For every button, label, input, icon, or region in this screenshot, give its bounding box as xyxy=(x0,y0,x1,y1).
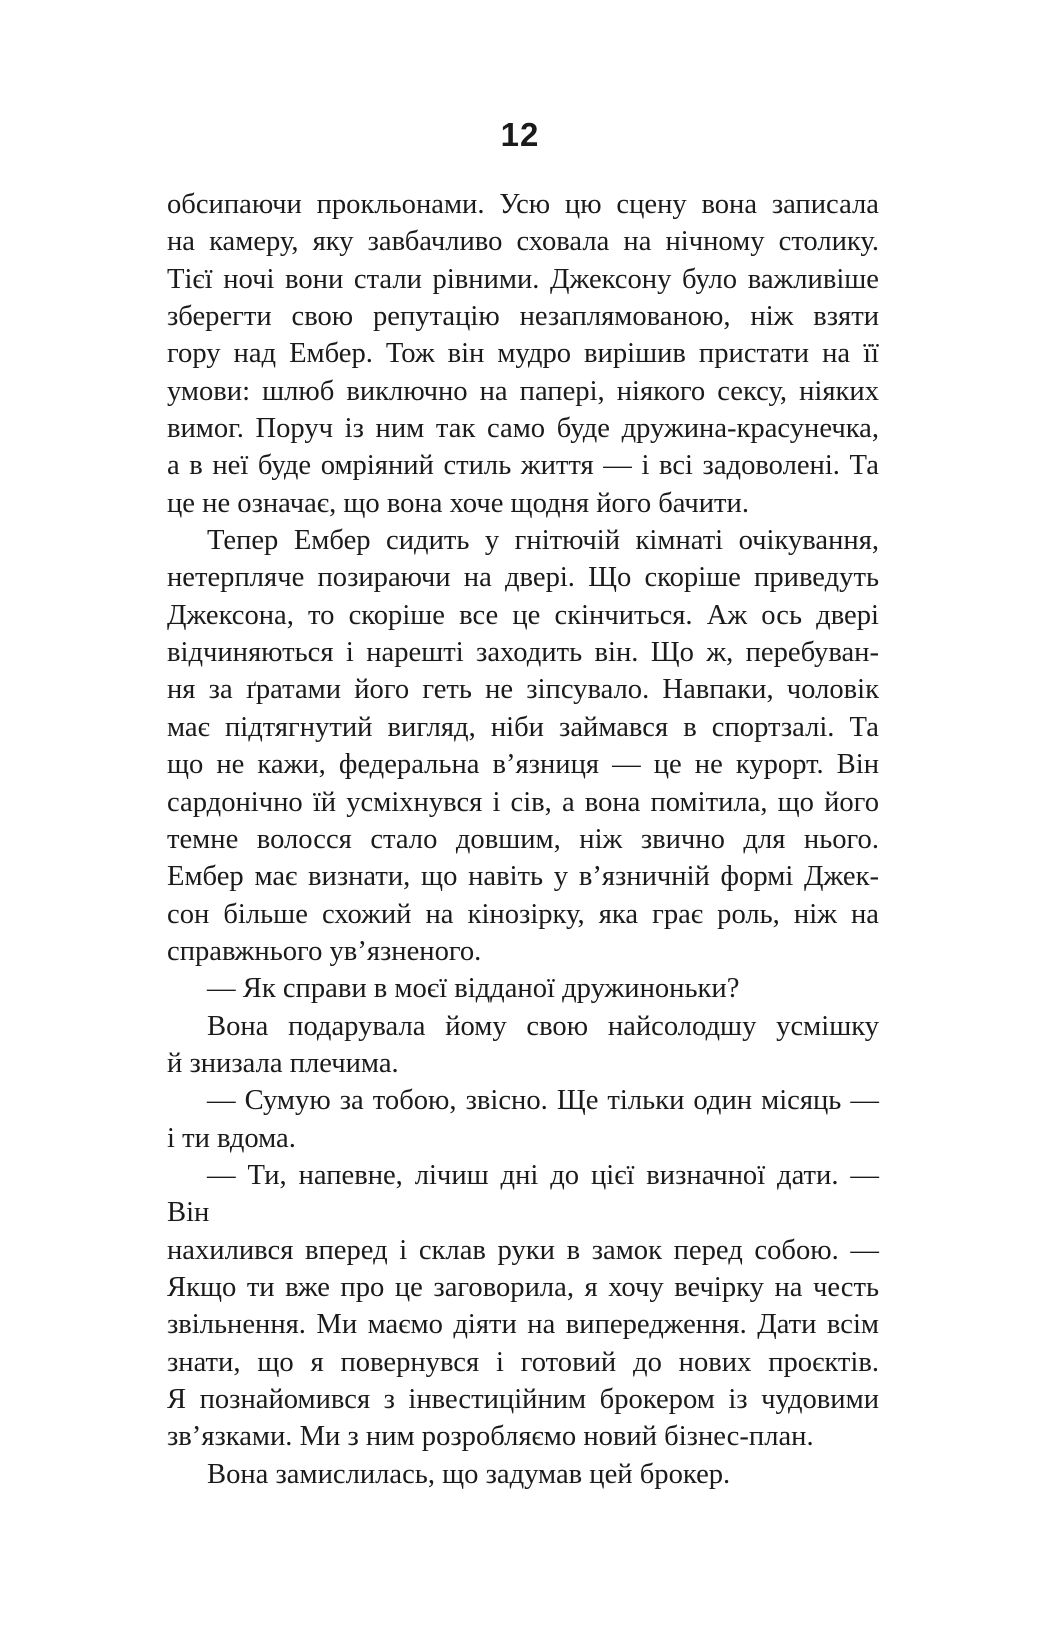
text-line: на камеру, яку завбачливо сховала на нічному столику. xyxy=(167,226,879,258)
paragraph xyxy=(167,1157,879,1456)
text-line: сон більше схожий на кінозірку, яка грає роль, ніж на xyxy=(167,898,879,930)
text-line: відчиняються і нарешті заходить він. Що ж, перебуван- xyxy=(167,637,879,669)
paragraph xyxy=(167,522,879,970)
text-line: гору над Ембер. Тож він мудро вирішив пристати на її xyxy=(167,338,879,370)
text-line: Вона замислилась, що задумав цей брокер. xyxy=(207,1458,731,1490)
text-line: це не означає, що вона хоче щодня його бачити. xyxy=(167,487,749,519)
text-line: має підтягнутий вигляд, ніби займався в спортзалі. Та xyxy=(167,711,879,743)
text-line: а в неї буде омріяний стиль життя — і всі задоволені. Та xyxy=(167,450,879,482)
text-line: нетерпляче позираючи на двері. Що скоріше приведуть xyxy=(167,562,879,594)
text-line: Я познайомився з інвестиційним брокером із чудовими xyxy=(167,1384,879,1415)
text-line: справжнього ув’язненого. xyxy=(167,935,482,967)
text-line: умови: шлюб виключно на папері, ніякого сексу, ніяких xyxy=(167,375,879,407)
text-line: що не кажи, федеральна в’язниця — це не курорт. Він xyxy=(167,749,879,781)
text-line: — Як справи в моєї відданої дружиноньки? xyxy=(207,973,740,1005)
text-line: — Сумую за тобою, звісно. Ще тільки один місяць — xyxy=(207,1085,879,1117)
text-line: і ти вдома. xyxy=(167,1122,296,1154)
text-line: — Ти, напевне, лічиш дні до цієї визначної дати. — Він xyxy=(167,1159,879,1229)
paragraph xyxy=(167,186,879,522)
paragraph xyxy=(167,970,879,1007)
text-line: ня за ґратами його геть не зіпсувало. Навпаки, чоловік xyxy=(167,674,879,706)
paragraph xyxy=(167,1456,879,1493)
text-line: Тепер Ембер сидить у гнітючій кімнаті очікування, xyxy=(207,525,879,557)
paragraph xyxy=(167,1082,879,1157)
text-line: Джексона, то скоріше все це скінчиться. Аж ось двері xyxy=(167,599,879,631)
text-line: темне волосся стало довшим, ніж звично для нього. xyxy=(167,823,879,855)
text-line: Вона подарувала йому свою найсолодшу усмішку xyxy=(207,1010,879,1042)
text-line: вимог. Поруч із ним так само буде дружина-красунечка, xyxy=(167,413,879,445)
paragraph xyxy=(167,1008,879,1083)
body-text xyxy=(167,186,879,1493)
page-number: 12 xyxy=(500,116,540,153)
text-line: Ембер має визнати, що навіть у в’язничній формі Джек- xyxy=(167,861,879,893)
text-line: звільнення. Ми маємо діяти на випередження. Дати всім xyxy=(167,1309,879,1341)
text-line: знати, що я повернувся і готовий до нових проєктів. xyxy=(167,1346,879,1378)
text-line: й знизала плечима. xyxy=(167,1047,399,1079)
text-line: Якщо ти вже про це заговорила, я хочу вечірку на честь xyxy=(167,1271,879,1303)
text-line: зв’язками. Ми з ним розробляємо новий бізнес-план. xyxy=(167,1421,814,1453)
text-line: нахилився вперед і склав руки в замок перед собою. — xyxy=(167,1234,879,1266)
text-line: зберегти свою репутацію незаплямованою, ніж взяти xyxy=(167,301,879,333)
text-line: Тієї ночі вони стали рівними. Джексону було важливіше xyxy=(167,263,879,295)
text-line: сардонічно їй усміхнувся і сів, а вона помітила, що його xyxy=(167,786,879,818)
text-line: обсипаючи прокльонами. Усю цю сцену вона записала xyxy=(167,189,879,220)
